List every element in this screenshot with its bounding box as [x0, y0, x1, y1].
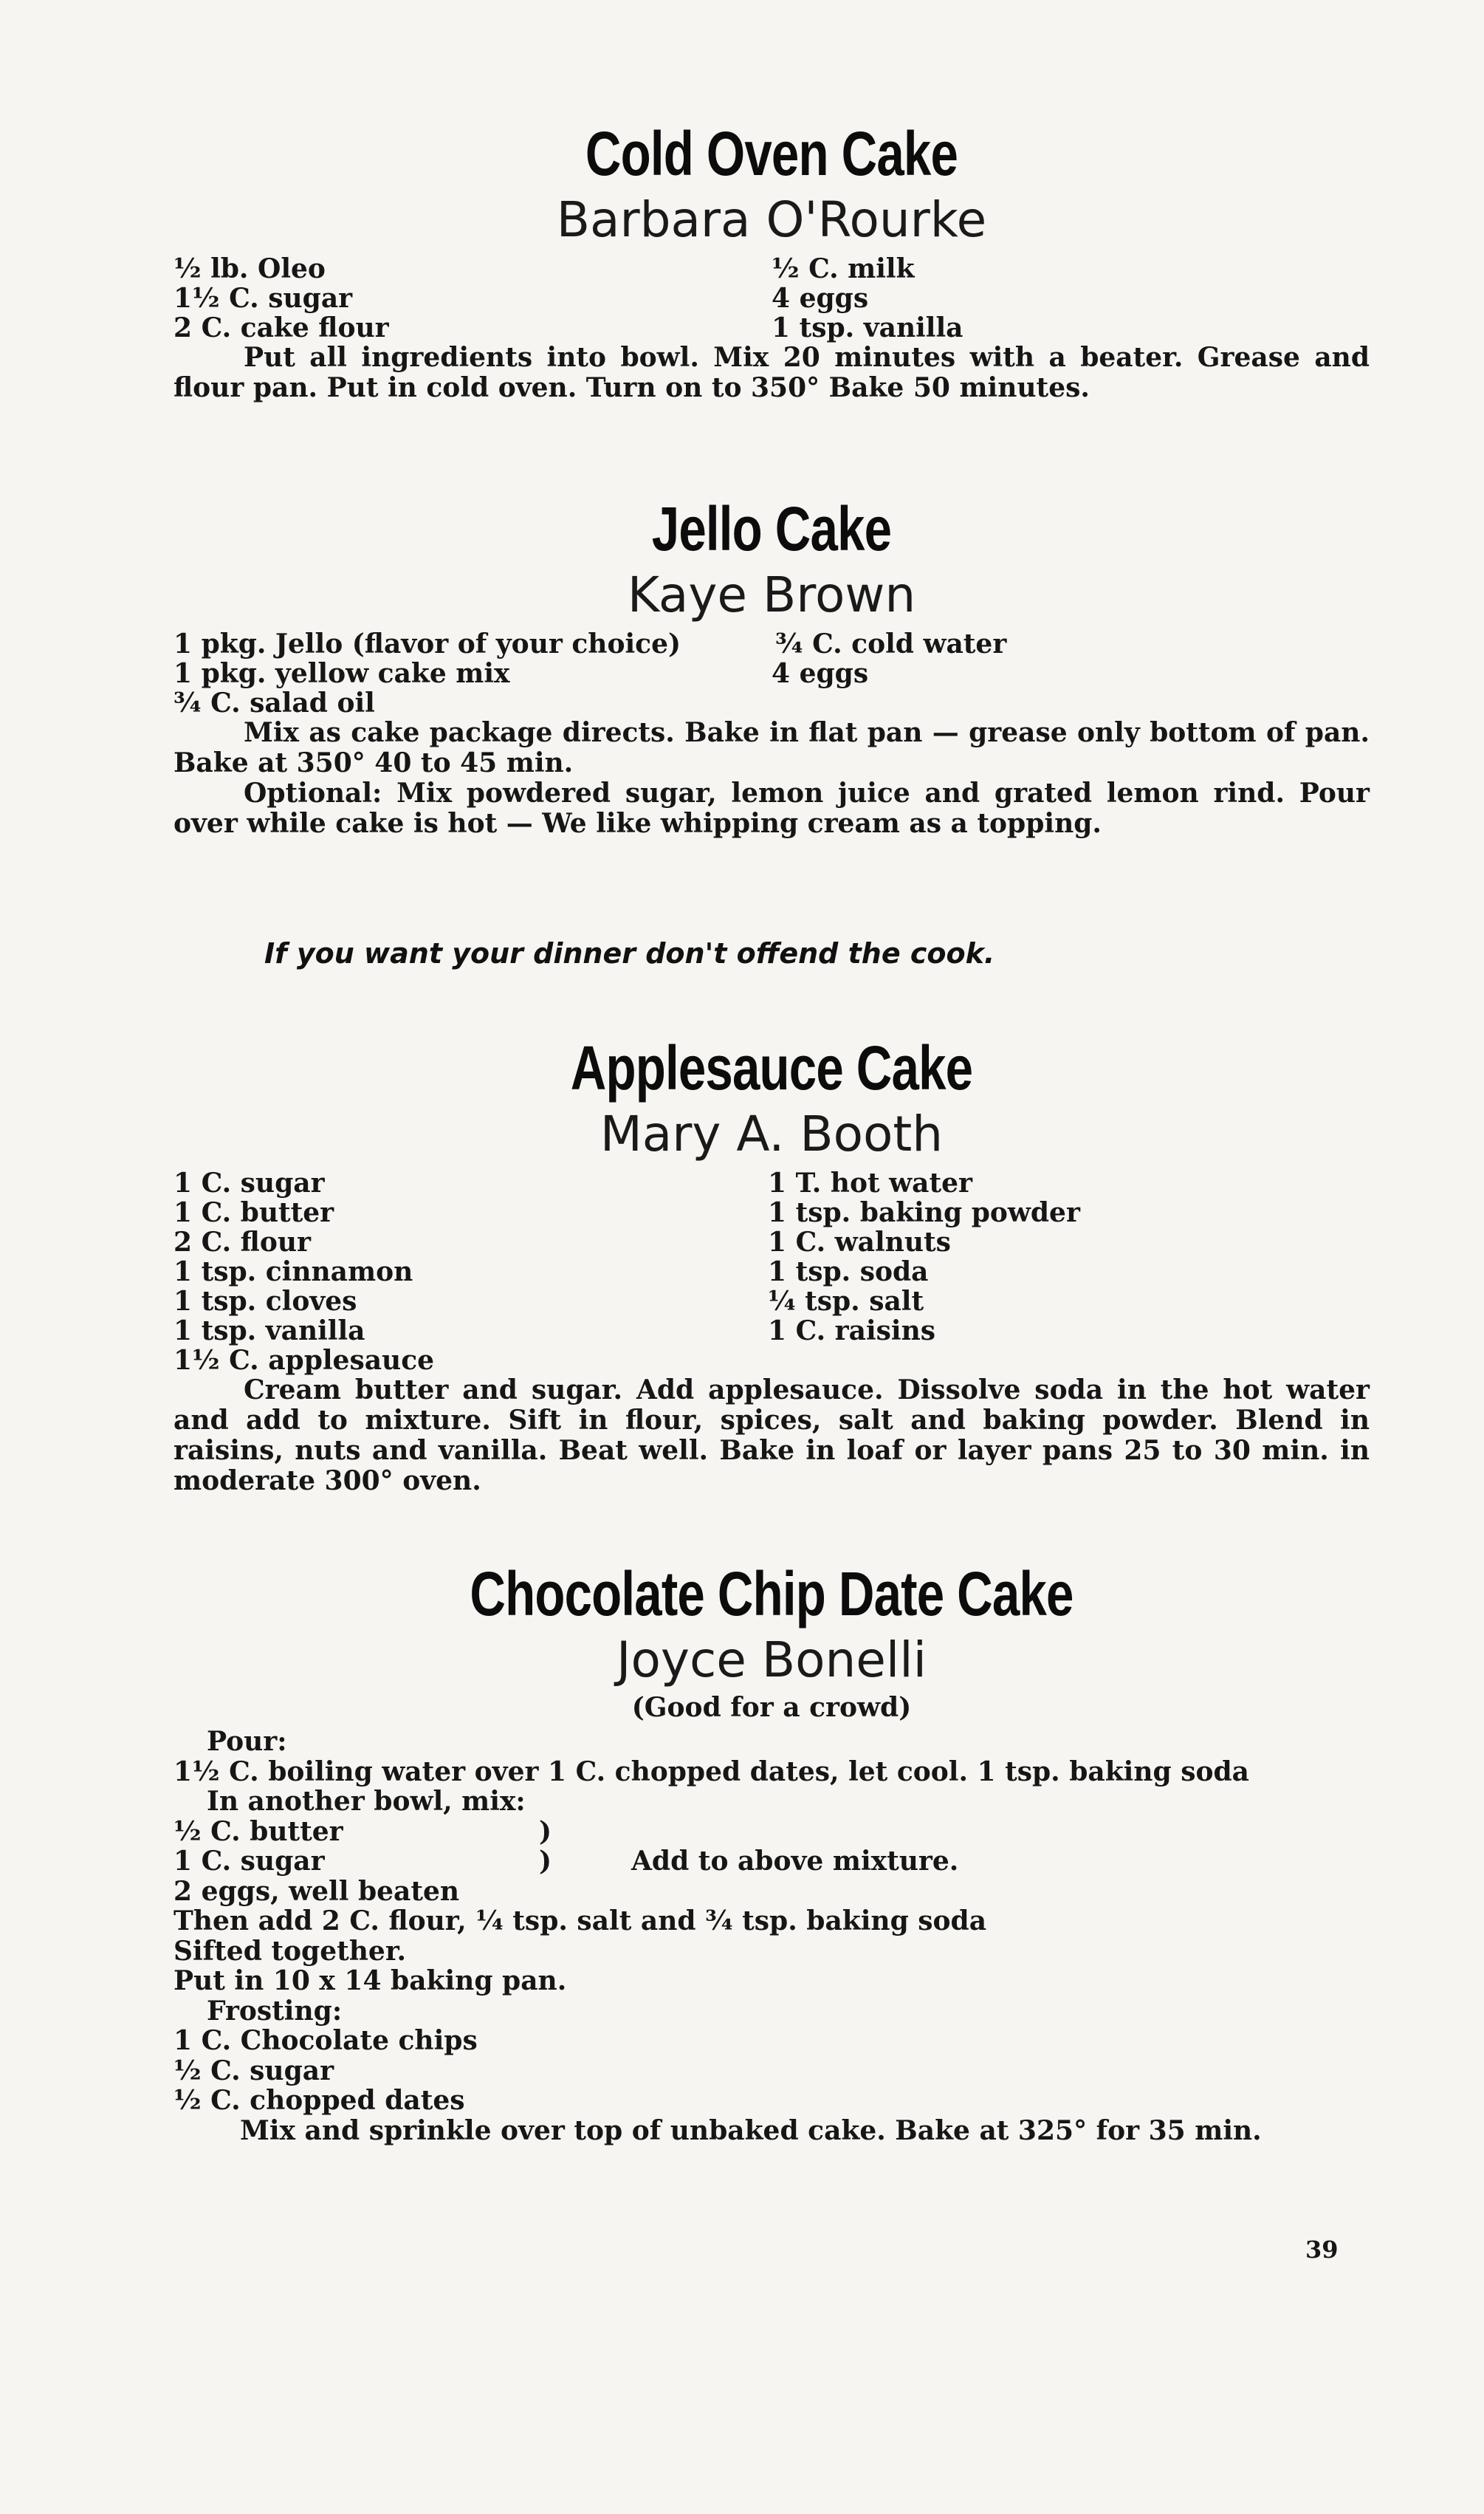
ingredient: 4 eggs [772, 658, 869, 689]
recipe-step: Add to above mixture. [631, 1846, 959, 1877]
recipe-title: Applesauce Cake [570, 1033, 973, 1103]
recipe-title: Chocolate Chip Date Cake [470, 1559, 1074, 1628]
ingredient: ½ C. chopped dates [174, 2085, 465, 2116]
ingredient: 1 tsp. soda [768, 1256, 929, 1287]
frosting-heading: Frosting: [207, 1995, 343, 2027]
ingredient: 1 C. sugar [174, 1168, 325, 1199]
ingredient: 1 C. walnuts [768, 1227, 951, 1258]
recipe-jello-cake [174, 493, 1370, 839]
ingredient: 1 tsp. baking powder [768, 1197, 1080, 1228]
ingredient-list [174, 1168, 1370, 1375]
recipe-title: Jello Cake [651, 494, 892, 564]
ingredient: 1 T. hot water [768, 1168, 972, 1199]
ingredient: 2 eggs, well beaten [174, 1875, 460, 1907]
recipe-title: Cold Oven Cake [585, 119, 958, 188]
recipe-optional: Optional: Mix powdered sugar, lemon juice and grated lemon rind. Pour over while cake is hot — We like whipping cream as a topping. [174, 778, 1370, 839]
bracket: ) [539, 1815, 552, 1847]
ingredient: 1 pkg. yellow cake mix [174, 658, 510, 689]
ingredient: 2 C. cake flour [174, 312, 389, 343]
ingredient: 1 tsp. vanilla [772, 312, 963, 343]
page-number: 39 [1305, 2236, 1339, 2264]
recipe-author: Joyce Bonelli [616, 1631, 927, 1688]
recipe-step: 1½ C. boiling water over 1 C. chopped dates, let cool. 1 tsp. baking soda [174, 1756, 1249, 1787]
recipe-step: Put in 10 x 14 baking pan. [174, 1965, 567, 1996]
ingredient-list [174, 629, 1370, 718]
recipe-step: In another bowl, mix: [207, 1786, 526, 1817]
ingredient: 1 tsp. vanilla [174, 1315, 365, 1346]
ingredient: ½ C. milk [772, 253, 915, 284]
recipe-step: Then add 2 C. flour, ¼ tsp. salt and ¾ tsp. baking soda [174, 1905, 987, 1936]
recipe-step: Pour: [207, 1726, 287, 1757]
recipe-directions: Put all ingredients into bowl. Mix 20 minutes with a beater. Grease and flour pan. Put in cold oven. Turn on to 350° Bake 50 minutes. [174, 342, 1370, 403]
ingredient: ½ C. butter [174, 1815, 343, 1847]
recipe-directions: Mix as cake package directs. Bake in flat pan — grease only bottom of pan. Bake at 350° 40 to 45 min. [174, 717, 1370, 778]
bracket: ) [539, 1846, 552, 1877]
ingredient: 2 C. flour [174, 1227, 311, 1258]
recipe-applesauce-cake [174, 1032, 1370, 1496]
recipe-cold-oven-cake [174, 118, 1370, 403]
ingredient-row [174, 1817, 1370, 1847]
ingredient-list [174, 254, 1370, 343]
ingredient: ¾ C. salad oil [174, 688, 375, 719]
ingredient: 1½ C. sugar [174, 283, 353, 314]
ingredient: 1 tsp. cinnamon [174, 1256, 413, 1287]
ingredient: 1 C. Chocolate chips [174, 2025, 478, 2056]
recipe-author: Kaye Brown [627, 566, 916, 623]
ingredient: 1 C. butter [174, 1197, 334, 1228]
recipe-step: Sifted together. [174, 1935, 407, 1967]
ingredient: ½ lb. Oleo [174, 253, 326, 284]
recipe-note: (Good for a crowd) [631, 1692, 912, 1723]
recipe-directions: Cream butter and sugar. Add applesauce. Dissolve soda in the hot water and add to mixture. Sift in flour, spices, salt and baking powder. Blend in raisins, nuts and vanilla. Beat well. Bake in loaf or layer pans 25 to 30 min. in moderate 300° oven. [174, 1374, 1370, 1496]
ingredient: ¾ C. cold water [775, 628, 1007, 660]
recipe-chocolate-chip-date-cake [174, 1558, 1370, 2146]
ingredient: 4 eggs [772, 283, 869, 314]
ingredient: ½ C. sugar [174, 2055, 334, 2086]
recipe-author: Barbara O'Rourke [556, 191, 987, 248]
ingredient: 1 C. raisins [768, 1315, 936, 1346]
ingredient: 1 C. sugar [174, 1846, 325, 1877]
ingredient: 1 tsp. cloves [174, 1286, 357, 1317]
recipe-directions: Mix and sprinkle over top of unbaked cake. Bake at 325° for 35 min. [240, 2114, 1262, 2146]
recipe-author: Mary A. Booth [600, 1106, 944, 1162]
ingredient: ¼ tsp. salt [768, 1286, 924, 1317]
ingredient: 1 pkg. Jello (flavor of your choice) [174, 628, 681, 660]
ingredient-row [174, 1846, 1370, 1877]
page-quote: If you want your dinner don't offend the cook. [264, 937, 995, 970]
ingredient: 1½ C. applesauce [174, 1345, 435, 1376]
